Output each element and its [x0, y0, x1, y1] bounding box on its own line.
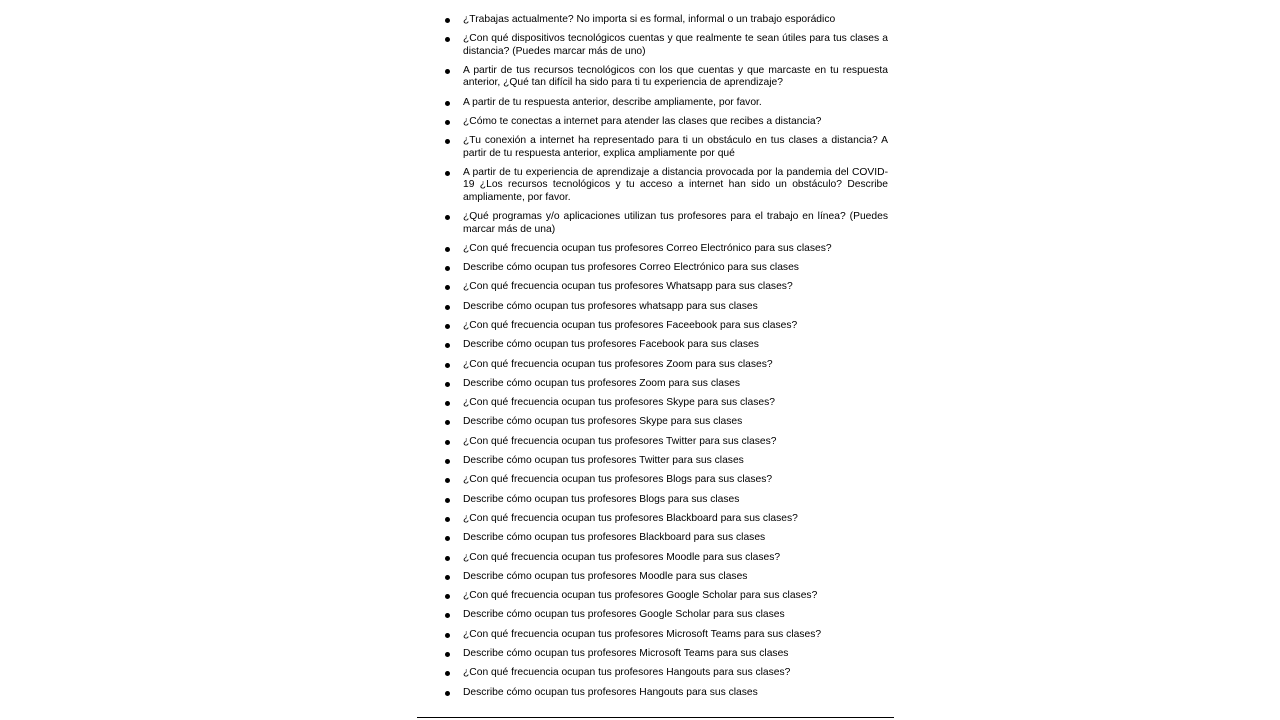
- question-list-item: [417, 135, 894, 160]
- question-text: ¿Con qué frecuencia ocupan tus profesores Correo Electrónico para sus clases?: [463, 242, 832, 254]
- question-list-item: [417, 65, 894, 90]
- bullet-icon: [445, 691, 450, 696]
- question-text: Describe cómo ocupan tus profesores Skype para sus clases: [463, 416, 743, 428]
- bullet-icon: [445, 37, 450, 42]
- question-list-item: [417, 397, 894, 409]
- question-list-item: [417, 455, 894, 467]
- question-text: ¿Con qué frecuencia ocupan tus profesores Blackboard para sus clases?: [463, 512, 798, 524]
- bullet-icon: [445, 69, 450, 74]
- bullet-icon: [445, 120, 450, 125]
- bullet-icon: [445, 363, 450, 368]
- bullet-icon: [445, 171, 450, 176]
- bullet-icon: [445, 613, 450, 618]
- question-list-item: [417, 359, 894, 371]
- question-list-item: [417, 301, 894, 313]
- bullet-icon: [445, 18, 450, 23]
- question-text: ¿Con qué frecuencia ocupan tus profesores Blogs para sus clases?: [463, 474, 773, 486]
- bullet-icon: [445, 401, 450, 406]
- bullet-icon: [445, 285, 450, 290]
- question-list-item: [417, 494, 894, 506]
- question-list-item: [417, 339, 894, 351]
- question-text: A partir de tu experiencia de aprendizaje a distancia provocada por la pandemia del COVID-19 ¿Los recursos tecnológicos y tu acceso a internet han sido un obstáculo? Describe ampliamente, por favor.: [463, 167, 888, 203]
- question-text: Describe cómo ocupan tus profesores whatsapp para sus clases: [463, 300, 758, 312]
- bullet-icon: [445, 420, 450, 425]
- bullet-icon: [445, 247, 450, 252]
- question-text: A partir de tus recursos tecnológicos con los que cuentas y que marcaste en tu respuesta anterior, ¿Qué tan difícil ha sido para ti tu experiencia de aprendizaje?: [463, 65, 888, 89]
- question-text: Describe cómo ocupan tus profesores Moodle para sus clases: [463, 570, 748, 582]
- question-list-item: [417, 436, 894, 448]
- question-text: Describe cómo ocupan tus profesores Blogs para sus clases: [463, 493, 740, 505]
- bullet-icon: [445, 440, 450, 445]
- question-list-item: [417, 416, 894, 428]
- bullet-icon: [445, 478, 450, 483]
- question-list-item: [417, 609, 894, 621]
- question-text: ¿Cómo te conectas a internet para atender las clases que recibes a distancia?: [463, 116, 822, 127]
- bullet-icon: [445, 498, 450, 503]
- question-text: Describe cómo ocupan tus profesores Hangouts para sus clases: [463, 686, 758, 698]
- bullet-icon: [445, 575, 450, 580]
- question-text: ¿Con qué frecuencia ocupan tus profesores Microsoft Teams para sus clases?: [463, 628, 822, 640]
- question-list-item: [417, 33, 894, 58]
- question-text: ¿Trabajas actualmente? No importa si es formal, informal o un trabajo esporádico: [463, 14, 836, 25]
- question-list-item: [417, 667, 894, 679]
- bullet-icon: [445, 671, 450, 676]
- question-list: [417, 14, 894, 706]
- question-list-item: [417, 14, 894, 26]
- question-text: ¿Qué programas y/o aplicaciones utilizan tus profesores para el trabajo en línea? (Puedes marcar más de una): [463, 211, 888, 235]
- bullet-icon: [445, 139, 450, 144]
- question-text: ¿Con qué frecuencia ocupan tus profesores Whatsapp para sus clases?: [463, 281, 793, 293]
- question-list-item: [417, 687, 894, 699]
- question-text: ¿Con qué frecuencia ocupan tus profesores Zoom para sus clases?: [463, 358, 773, 370]
- question-text: Describe cómo ocupan tus profesores Facebook para sus clases: [463, 339, 759, 351]
- question-text: Describe cómo ocupan tus profesores Correo Electrónico para sus clases: [463, 262, 799, 274]
- bullet-icon: [445, 343, 450, 348]
- question-text: ¿Con qué frecuencia ocupan tus profesores Google Scholar para sus clases?: [463, 590, 818, 602]
- question-text: ¿Con qué frecuencia ocupan tus profesores Hangouts para sus clases?: [463, 667, 791, 679]
- bullet-icon: [445, 459, 450, 464]
- question-list-item: [417, 629, 894, 641]
- question-text: Describe cómo ocupan tus profesores Twitter para sus clases: [463, 455, 744, 467]
- question-text: ¿Tu conexión a internet ha representado para ti un obstáculo en tus clases a distancia? A partir de tu respuesta anterior, explica ampliamente por qué: [463, 135, 888, 159]
- question-text: ¿Con qué frecuencia ocupan tus profesores Faceebook para sus clases?: [463, 320, 798, 331]
- bullet-icon: [445, 215, 450, 220]
- bullet-icon: [445, 517, 450, 522]
- bullet-icon: [445, 536, 450, 541]
- question-text: Describe cómo ocupan tus profesores Zoom para sus clases: [463, 377, 741, 389]
- question-text: ¿Con qué frecuencia ocupan tus profesores Moodle para sus clases?: [463, 551, 781, 563]
- question-list-item: [417, 243, 894, 255]
- question-list-item: [417, 281, 894, 293]
- question-list-item: [417, 571, 894, 583]
- bullet-icon: [445, 556, 450, 561]
- question-list-item: [417, 552, 894, 564]
- question-list-item: [417, 532, 894, 544]
- bullet-icon: [445, 305, 450, 310]
- bullet-icon: [445, 652, 450, 657]
- question-text: ¿Con qué dispositivos tecnológicos cuentas y que realmente te sean útiles para tus clases a distancia? (Puedes marcar más de uno): [463, 33, 888, 57]
- question-text: ¿Con qué frecuencia ocupan tus profesores Twitter para sus clases?: [463, 435, 777, 447]
- question-list-item: [417, 378, 894, 390]
- question-list-item: [417, 648, 894, 660]
- question-text: Describe cómo ocupan tus profesores Blackboard para sus clases: [463, 532, 766, 544]
- bullet-icon: [445, 594, 450, 599]
- question-list-item: [417, 320, 894, 332]
- question-list-item: [417, 474, 894, 486]
- question-list-item: [417, 513, 894, 525]
- question-list-item: [417, 262, 894, 274]
- question-list-item: [417, 116, 894, 128]
- question-text: Describe cómo ocupan tus profesores Google Scholar para sus clases: [463, 609, 785, 621]
- question-list-item: [417, 97, 894, 109]
- question-list-item: [417, 167, 894, 204]
- page-bottom-rule: [417, 717, 894, 718]
- bullet-icon: [445, 382, 450, 387]
- question-list-item: [417, 211, 894, 236]
- bullet-icon: [445, 101, 450, 106]
- document-page: [417, 0, 894, 720]
- bullet-icon: [445, 324, 450, 329]
- question-text: Describe cómo ocupan tus profesores Microsoft Teams para sus clases: [463, 648, 789, 660]
- bullet-icon: [445, 633, 450, 638]
- question-list-item: [417, 590, 894, 602]
- question-text: A partir de tu respuesta anterior, describe ampliamente, por favor.: [463, 96, 762, 108]
- bullet-icon: [445, 266, 450, 271]
- question-text: ¿Con qué frecuencia ocupan tus profesores Skype para sus clases?: [463, 397, 775, 409]
